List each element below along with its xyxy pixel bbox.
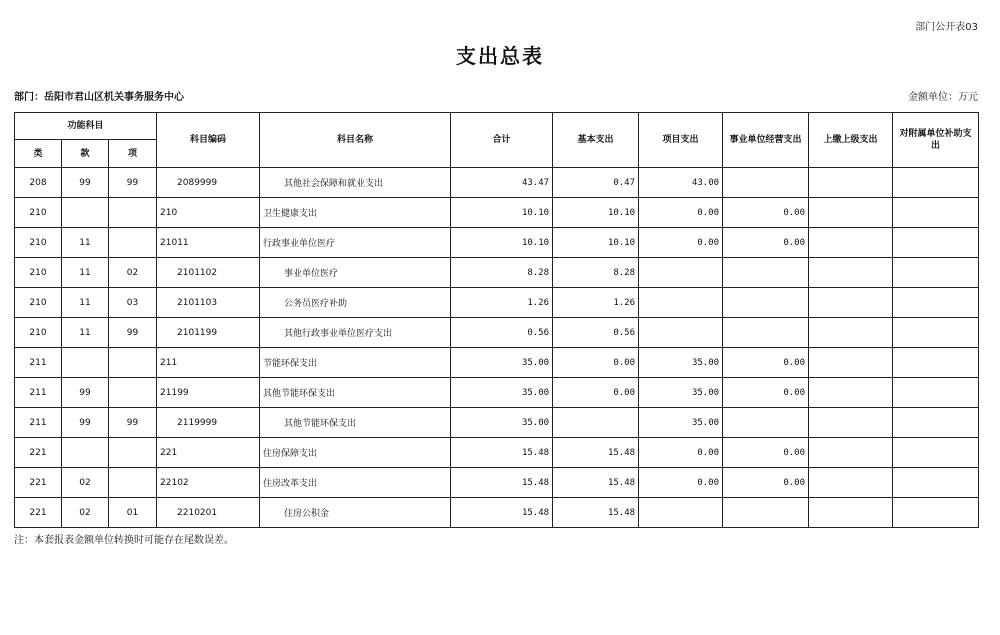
cell-upper (809, 318, 893, 348)
cell-business: 0.00 (723, 198, 809, 228)
cell-upper (809, 168, 893, 198)
cell-business (723, 168, 809, 198)
cell-code: 2101199 (157, 318, 260, 348)
cell-upper (809, 258, 893, 288)
cell-name: 住房公积金 (260, 498, 451, 528)
cell-name: 其他行政事业单位医疗支出 (260, 318, 451, 348)
header-name: 科目名称 (260, 113, 451, 168)
cell-lei: 221 (15, 498, 62, 528)
cell-code: 2101103 (157, 288, 260, 318)
cell-name: 住房改革支出 (260, 468, 451, 498)
cell-xiang: 99 (109, 168, 157, 198)
header-xiang: 项 (109, 140, 157, 168)
cell-basic: 10.10 (553, 198, 639, 228)
table-row (15, 408, 979, 438)
cell-xiang: 01 (109, 498, 157, 528)
cell-code: 210 (157, 198, 260, 228)
cell-project: 0.00 (639, 228, 723, 258)
cell-project: 0.00 (639, 438, 723, 468)
page-title: 支出总表 (456, 44, 544, 68)
cell-kuan: 11 (62, 228, 109, 258)
cell-code: 211 (157, 348, 260, 378)
cell-kuan: 11 (62, 318, 109, 348)
amount-unit-label: 金额单位：万元 (908, 92, 978, 103)
cell-upper (809, 348, 893, 378)
cell-upper (809, 498, 893, 528)
cell-lei: 210 (15, 258, 62, 288)
cell-lei: 221 (15, 468, 62, 498)
cell-lei: 210 (15, 318, 62, 348)
header-lei: 类 (15, 140, 62, 168)
cell-lei: 210 (15, 288, 62, 318)
cell-basic: 15.48 (553, 498, 639, 528)
header-function-group: 功能科目 (15, 113, 157, 140)
cell-subsidy (893, 498, 979, 528)
cell-basic: 8.28 (553, 258, 639, 288)
cell-name: 行政事业单位医疗 (260, 228, 451, 258)
cell-xiang (109, 438, 157, 468)
cell-code: 221 (157, 438, 260, 468)
cell-basic: 15.48 (553, 468, 639, 498)
cell-xiang (109, 228, 157, 258)
cell-name: 住房保障支出 (260, 438, 451, 468)
cell-name: 节能环保支出 (260, 348, 451, 378)
cell-project (639, 258, 723, 288)
cell-xiang: 99 (109, 408, 157, 438)
cell-basic: 10.10 (553, 228, 639, 258)
cell-name: 卫生健康支出 (260, 198, 451, 228)
cell-subsidy (893, 318, 979, 348)
table-row (15, 438, 979, 468)
cell-total: 15.48 (451, 498, 553, 528)
footnote: 注：本套报表金额单位转换时可能存在尾数误差。 (14, 535, 234, 546)
cell-business: 0.00 (723, 348, 809, 378)
cell-business (723, 318, 809, 348)
cell-total: 35.00 (451, 378, 553, 408)
cell-subsidy (893, 378, 979, 408)
cell-kuan: 11 (62, 258, 109, 288)
cell-xiang (109, 378, 157, 408)
table-number-label: 部门公开表03 (915, 22, 978, 33)
cell-project: 35.00 (639, 378, 723, 408)
cell-project: 0.00 (639, 468, 723, 498)
cell-lei: 211 (15, 408, 62, 438)
cell-upper (809, 408, 893, 438)
cell-kuan: 99 (62, 408, 109, 438)
cell-total: 10.10 (451, 228, 553, 258)
cell-basic: 0.47 (553, 168, 639, 198)
header-business: 事业单位经营支出 (723, 113, 809, 168)
cell-basic: 0.00 (553, 378, 639, 408)
cell-total: 35.00 (451, 408, 553, 438)
header-project: 项目支出 (639, 113, 723, 168)
cell-basic: 15.48 (553, 438, 639, 468)
cell-total: 10.10 (451, 198, 553, 228)
cell-kuan: 99 (62, 378, 109, 408)
cell-upper (809, 438, 893, 468)
cell-total: 15.48 (451, 438, 553, 468)
cell-basic: 0.00 (553, 348, 639, 378)
cell-code: 21199 (157, 378, 260, 408)
table-row (15, 348, 979, 378)
cell-subsidy (893, 228, 979, 258)
cell-business: 0.00 (723, 228, 809, 258)
cell-xiang: 03 (109, 288, 157, 318)
cell-kuan: 99 (62, 168, 109, 198)
cell-lei: 211 (15, 378, 62, 408)
cell-basic: 0.56 (553, 318, 639, 348)
cell-name: 其他节能环保支出 (260, 408, 451, 438)
cell-name: 其他社会保障和就业支出 (260, 168, 451, 198)
cell-business (723, 498, 809, 528)
cell-project (639, 288, 723, 318)
cell-subsidy (893, 288, 979, 318)
cell-total: 43.47 (451, 168, 553, 198)
cell-project: 43.00 (639, 168, 723, 198)
cell-total: 15.48 (451, 468, 553, 498)
cell-code: 2210201 (157, 498, 260, 528)
cell-project (639, 318, 723, 348)
cell-project (639, 498, 723, 528)
expenditure-table (14, 112, 979, 528)
cell-code: 2119999 (157, 408, 260, 438)
header-kuan: 款 (62, 140, 109, 168)
cell-subsidy (893, 198, 979, 228)
cell-upper (809, 468, 893, 498)
table-row (15, 498, 979, 528)
cell-subsidy (893, 348, 979, 378)
cell-name: 公务员医疗补助 (260, 288, 451, 318)
table-row (15, 168, 979, 198)
cell-kuan: 11 (62, 288, 109, 318)
cell-subsidy (893, 408, 979, 438)
cell-kuan: 02 (62, 498, 109, 528)
cell-code: 2089999 (157, 168, 260, 198)
cell-upper (809, 288, 893, 318)
table-row (15, 228, 979, 258)
cell-project: 35.00 (639, 348, 723, 378)
header-subsidy: 对附属单位补助支出 (893, 113, 979, 168)
table-row (15, 258, 979, 288)
cell-xiang: 99 (109, 318, 157, 348)
cell-lei: 211 (15, 348, 62, 378)
cell-xiang (109, 348, 157, 378)
cell-subsidy (893, 438, 979, 468)
header-basic: 基本支出 (553, 113, 639, 168)
cell-basic (553, 408, 639, 438)
cell-kuan (62, 348, 109, 378)
cell-name: 事业单位医疗 (260, 258, 451, 288)
header-code: 科目编码 (157, 113, 260, 168)
table-row (15, 318, 979, 348)
cell-lei: 208 (15, 168, 62, 198)
cell-total: 8.28 (451, 258, 553, 288)
cell-kuan: 02 (62, 468, 109, 498)
cell-upper (809, 228, 893, 258)
table-row (15, 378, 979, 408)
cell-project: 0.00 (639, 198, 723, 228)
cell-business (723, 408, 809, 438)
cell-subsidy (893, 468, 979, 498)
cell-basic: 1.26 (553, 288, 639, 318)
cell-business: 0.00 (723, 438, 809, 468)
cell-total: 35.00 (451, 348, 553, 378)
cell-business (723, 258, 809, 288)
cell-total: 1.26 (451, 288, 553, 318)
header-total: 合计 (451, 113, 553, 168)
cell-code: 2101102 (157, 258, 260, 288)
header-upper: 上缴上级支出 (809, 113, 893, 168)
cell-subsidy (893, 168, 979, 198)
table-row (15, 198, 979, 228)
department-label: 部门：岳阳市君山区机关事务服务中心 (14, 92, 184, 103)
cell-business: 0.00 (723, 468, 809, 498)
cell-lei: 221 (15, 438, 62, 468)
cell-code: 21011 (157, 228, 260, 258)
cell-upper (809, 198, 893, 228)
cell-xiang (109, 198, 157, 228)
cell-xiang: 02 (109, 258, 157, 288)
cell-total: 0.56 (451, 318, 553, 348)
cell-kuan (62, 438, 109, 468)
cell-business (723, 288, 809, 318)
table-row (15, 468, 979, 498)
table-row (15, 288, 979, 318)
cell-xiang (109, 468, 157, 498)
cell-business: 0.00 (723, 378, 809, 408)
cell-lei: 210 (15, 198, 62, 228)
cell-kuan (62, 198, 109, 228)
cell-subsidy (893, 258, 979, 288)
cell-name: 其他节能环保支出 (260, 378, 451, 408)
cell-upper (809, 378, 893, 408)
cell-lei: 210 (15, 228, 62, 258)
cell-project: 35.00 (639, 408, 723, 438)
cell-code: 22102 (157, 468, 260, 498)
